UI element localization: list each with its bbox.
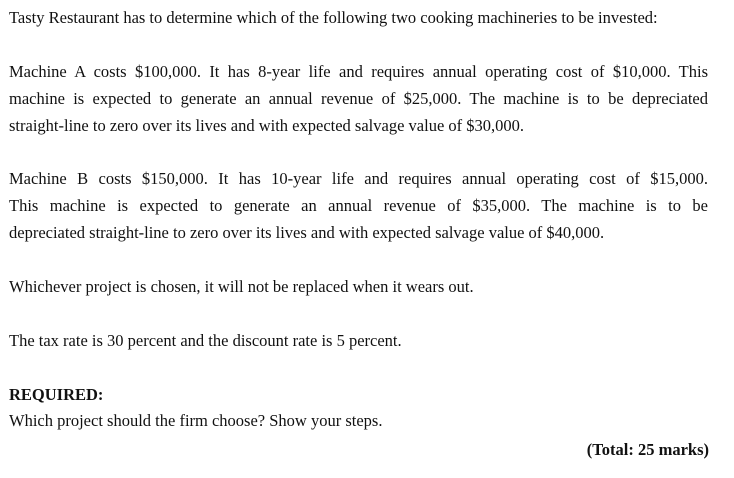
- question-document: [9, 0, 709, 478]
- machine-a-line-1: Machine A costs $100,000. It has 8-year life and requires annual operating cost of $10,000. This: [9, 62, 708, 81]
- tax-note: The tax rate is 30 percent and the discount rate is 5 percent.: [9, 331, 402, 350]
- machine-b-line-3: depreciated straight-line to zero over its lives and with expected salvage value of $40,000.: [9, 223, 605, 242]
- required-heading: REQUIRED:: [9, 385, 104, 404]
- replacement-note: Whichever project is chosen, it will not be replaced when it wears out.: [9, 277, 474, 296]
- intro-text: Tasty Restaurant has to determine which of the following two cooking machineries to be invested:: [9, 8, 658, 27]
- total-marks: (Total: 25 marks): [586, 440, 709, 459]
- machine-b-line-2: This machine is expected to generate an annual revenue of $35,000. The machine is to be: [9, 196, 708, 215]
- machine-b-line-1: Machine B costs $150,000. It has 10-year life and requires annual operating cost of $15,000.: [9, 169, 708, 188]
- question-text: Which project should the firm choose? Show your steps.: [9, 411, 383, 430]
- machine-a-line-3: straight-line to zero over its lives and with expected salvage value of $30,000.: [9, 116, 525, 135]
- machine-a-line-2: machine is expected to generate an annual revenue of $25,000. The machine is to be depreciated: [9, 89, 708, 108]
